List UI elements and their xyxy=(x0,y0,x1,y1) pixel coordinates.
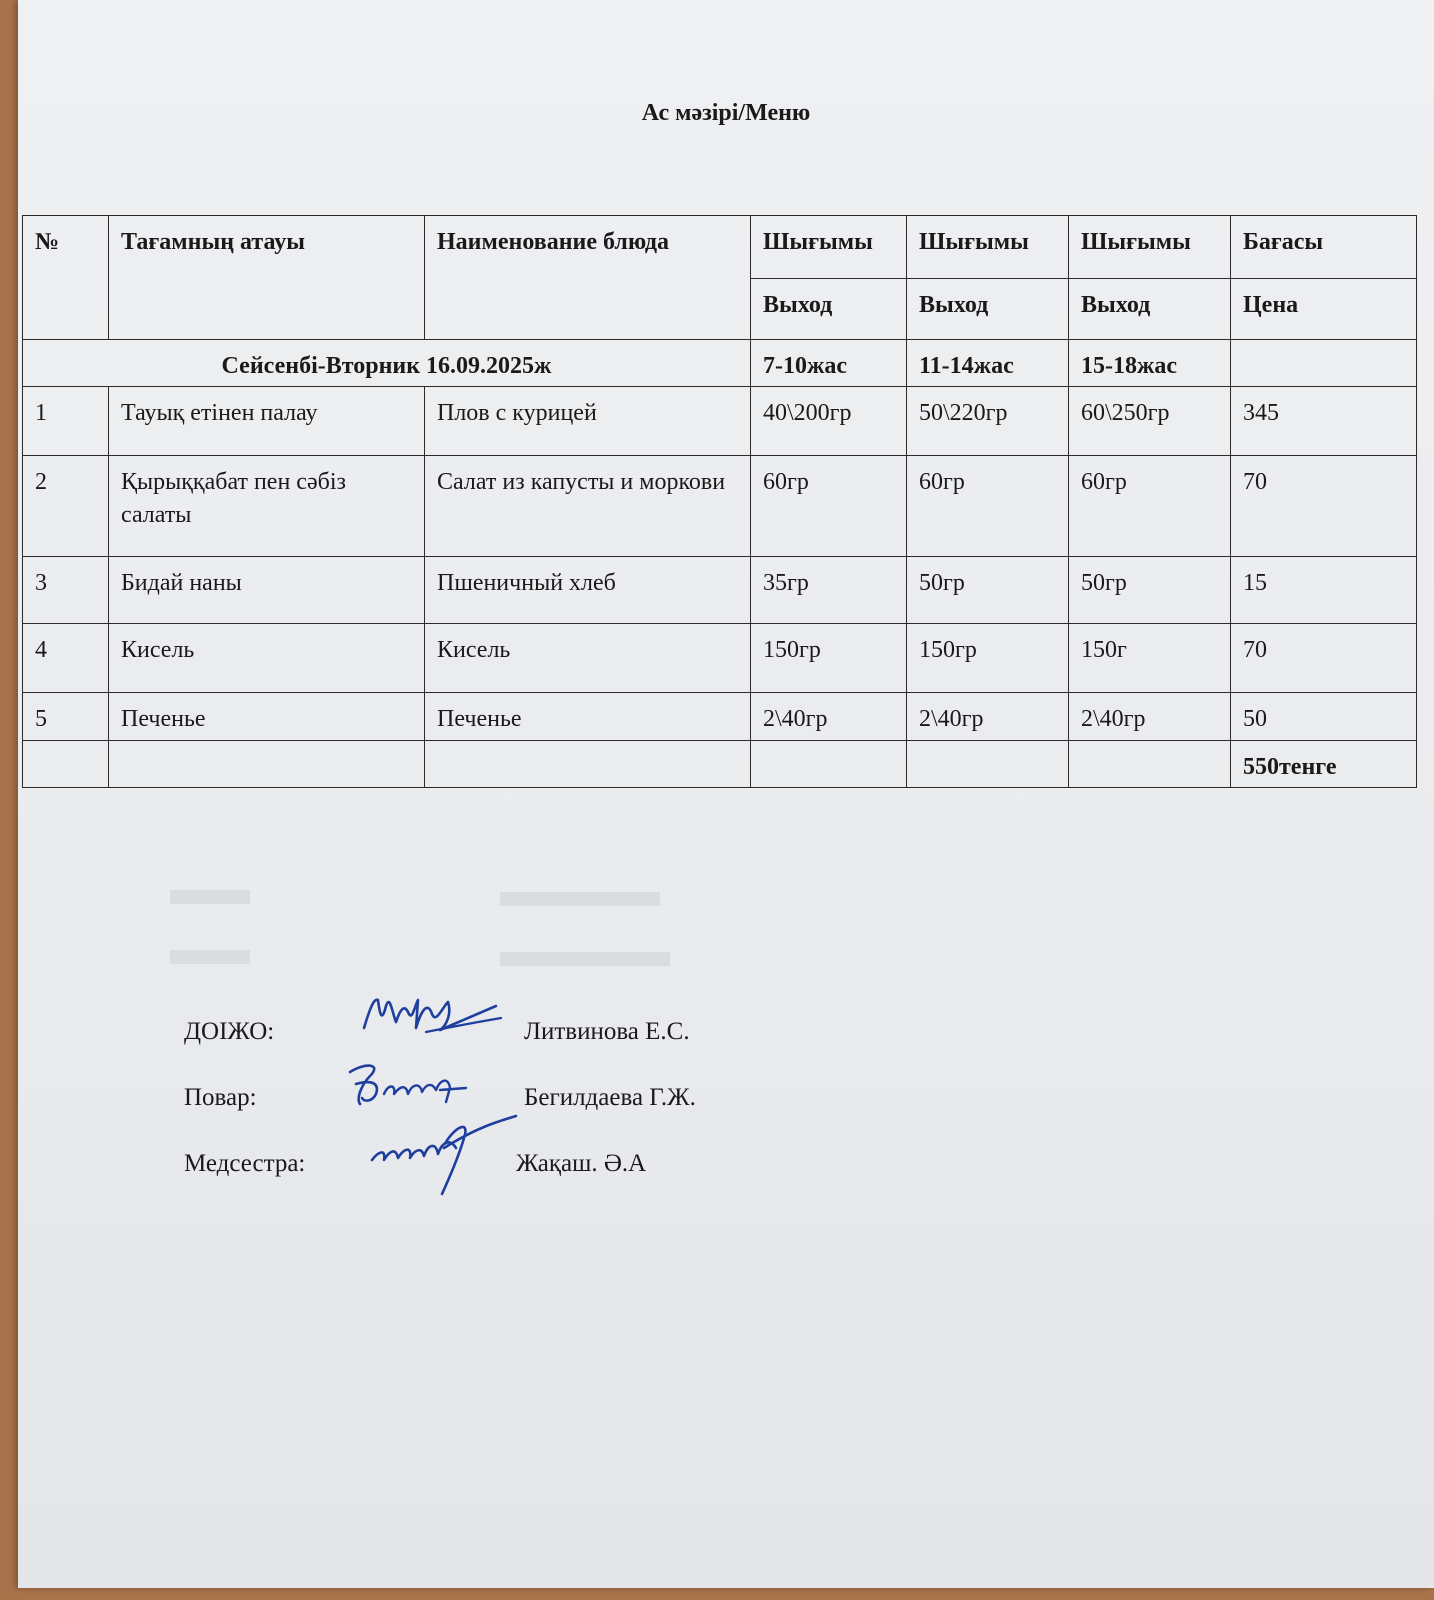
dish-price: 70 xyxy=(1231,624,1417,693)
dish-price: 15 xyxy=(1231,557,1417,624)
handwritten-signature-icon xyxy=(366,1108,536,1198)
signer-role: ДОІЖО: xyxy=(184,1018,275,1045)
total-empty-cell xyxy=(751,740,907,787)
output-15-18: 50гр xyxy=(1069,557,1231,624)
header-output-ru-2: Выход xyxy=(907,279,1069,340)
signer-name: Литвинова Е.С. xyxy=(524,1018,690,1045)
total-empty-cell xyxy=(109,740,425,787)
age-group-3: 15-18жас xyxy=(1069,340,1231,387)
menu-table xyxy=(22,215,1417,788)
dish-price: 70 xyxy=(1231,456,1417,557)
row-number: 1 xyxy=(23,387,109,456)
total-price: 550тенге xyxy=(1231,740,1417,787)
output-7-10: 35гр xyxy=(751,557,907,624)
header-output-ru-3: Выход xyxy=(1069,279,1231,340)
output-15-18: 60\250гр xyxy=(1069,387,1231,456)
row-number: 2 xyxy=(23,456,109,557)
handwritten-signature-icon xyxy=(356,988,506,1048)
header-price-ru: Цена xyxy=(1231,279,1417,340)
header-row-top xyxy=(23,216,1417,279)
total-empty-cell xyxy=(425,740,751,787)
table-row xyxy=(23,624,1417,693)
total-empty-cell xyxy=(23,740,109,787)
output-15-18: 60гр xyxy=(1069,456,1231,557)
age-group-price-empty xyxy=(1231,340,1417,387)
row-number: 5 xyxy=(23,693,109,740)
header-name-kz: Тағамның атауы xyxy=(109,216,425,340)
signer-role: Медсестра: xyxy=(184,1150,306,1177)
signer-name: Бегилдаева Г.Ж. xyxy=(524,1084,696,1111)
table-row xyxy=(23,557,1417,624)
age-group-1: 7-10жас xyxy=(751,340,907,387)
table-row xyxy=(23,387,1417,456)
output-15-18: 2\40гр xyxy=(1069,693,1231,740)
dish-name-kz: Бидай наны xyxy=(109,557,425,624)
total-row xyxy=(23,740,1417,787)
table-row xyxy=(23,693,1417,740)
signer-name: Жақаш. Ә.А xyxy=(516,1150,647,1177)
page-title: Ас мәзірі/Меню xyxy=(641,100,811,126)
dish-name-ru: Печенье xyxy=(425,693,751,740)
header-price-kz: Бағасы xyxy=(1231,216,1417,279)
dish-price: 50 xyxy=(1231,693,1417,740)
age-group-2: 11-14жас xyxy=(907,340,1069,387)
output-7-10: 150гр xyxy=(751,624,907,693)
output-11-14: 50гр xyxy=(907,557,1069,624)
output-11-14: 50\220гр xyxy=(907,387,1069,456)
output-7-10: 2\40гр xyxy=(751,693,907,740)
output-15-18: 150г xyxy=(1069,624,1231,693)
output-11-14: 60гр xyxy=(907,456,1069,557)
dish-name-kz: Қырыққабат пен сәбіз салаты xyxy=(109,456,425,557)
output-7-10: 40\200гр xyxy=(751,387,907,456)
header-output-1: Шығымы xyxy=(751,216,907,279)
dish-price: 345 xyxy=(1231,387,1417,456)
header-number: № xyxy=(23,216,109,340)
table-row xyxy=(23,456,1417,557)
dish-name-kz: Печенье xyxy=(109,693,425,740)
output-7-10: 60гр xyxy=(751,456,907,557)
header-output-3: Шығымы xyxy=(1069,216,1231,279)
handwritten-signature-icon xyxy=(336,1054,486,1114)
dish-name-kz: Тауық етінен палау xyxy=(109,387,425,456)
dish-name-ru: Салат из капусты и моркови xyxy=(425,456,751,557)
total-empty-cell xyxy=(1069,740,1231,787)
dish-name-ru: Пшеничный хлеб xyxy=(425,557,751,624)
dish-name-ru: Кисель xyxy=(425,624,751,693)
header-name-ru: Наименование блюда xyxy=(425,216,751,340)
header-output-2: Шығымы xyxy=(907,216,1069,279)
dish-name-kz: Кисель xyxy=(109,624,425,693)
dish-name-ru: Плов с курицей xyxy=(425,387,751,456)
total-empty-cell xyxy=(907,740,1069,787)
row-number: 4 xyxy=(23,624,109,693)
output-11-14: 2\40гр xyxy=(907,693,1069,740)
row-number: 3 xyxy=(23,557,109,624)
output-11-14: 150гр xyxy=(907,624,1069,693)
show-through-ghost xyxy=(170,880,870,1000)
day-row xyxy=(23,340,1417,387)
header-output-ru-1: Выход xyxy=(751,279,907,340)
signer-role: Повар: xyxy=(184,1084,257,1111)
day-label: Сейсенбі-Вторник 16.09.2025ж xyxy=(23,340,751,387)
